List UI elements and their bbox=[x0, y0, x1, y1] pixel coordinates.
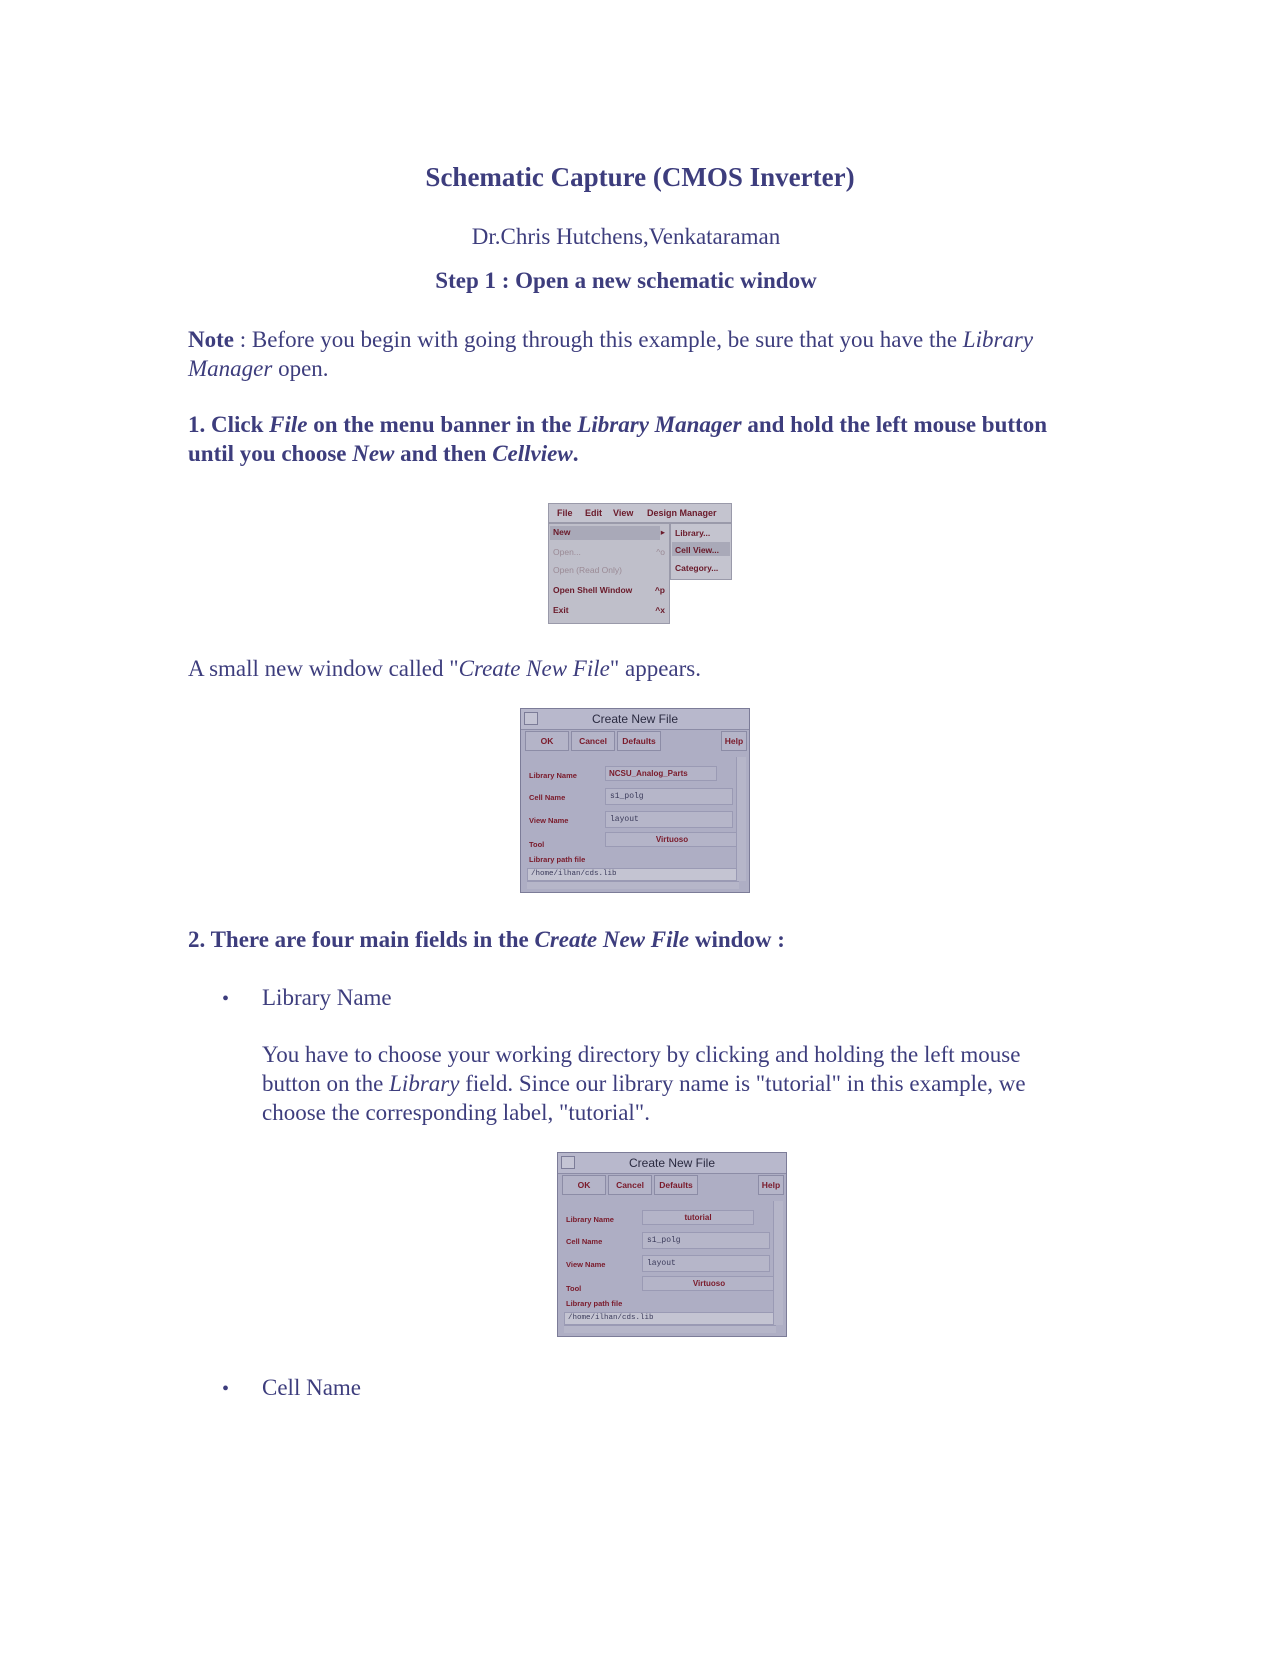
submenu-arrow-icon: ▸ bbox=[660, 527, 665, 537]
help-button[interactable]: Help bbox=[758, 1175, 784, 1195]
view-name-field[interactable]: layout bbox=[642, 1255, 770, 1272]
submenu-item-library[interactable]: Library... bbox=[675, 528, 711, 538]
view-name-field[interactable]: layout bbox=[605, 811, 733, 828]
help-button[interactable]: Help bbox=[721, 731, 747, 751]
cell-name-label: Cell Name bbox=[566, 1237, 603, 1246]
instruction-2-text: 2. There are four main fields in the bbox=[188, 927, 535, 952]
note-label: Note bbox=[188, 327, 234, 352]
library-name-text: You have to choose your working directory by clicking and holding the left mouse button on the bbox=[262, 1042, 1021, 1096]
instruction-1-text: on the menu banner in the bbox=[307, 412, 578, 437]
dialog-title: Create New File bbox=[521, 709, 749, 730]
dialog-button-row bbox=[558, 1175, 786, 1197]
menu-item-label: Open (Read Only) bbox=[553, 565, 622, 575]
instruction-1-emph: File bbox=[269, 412, 308, 437]
bullet-cell-name: Cell Name bbox=[262, 1375, 361, 1400]
library-path-label: Library path file bbox=[566, 1299, 623, 1308]
view-name-label: View Name bbox=[566, 1260, 606, 1269]
library-name-combo[interactable]: NCSU_Analog_Parts bbox=[605, 766, 717, 781]
library-name-label: Library Name bbox=[566, 1215, 614, 1224]
tool-label: Tool bbox=[566, 1284, 582, 1293]
menu-accel: ^o bbox=[656, 547, 665, 557]
view-name-label: View Name bbox=[529, 816, 569, 825]
step-heading: Step 1 : Open a new schematic window bbox=[435, 268, 817, 293]
menu-item-exit[interactable] bbox=[553, 605, 663, 615]
defaults-button[interactable]: Defaults bbox=[654, 1175, 698, 1195]
vertical-scrollbar[interactable] bbox=[736, 757, 746, 881]
instruction-1-text: 1. Click bbox=[188, 412, 270, 437]
dialog-title: Create New File bbox=[558, 1153, 786, 1174]
instruction-1-text: . bbox=[572, 441, 579, 466]
note-emphasis: Library Manager bbox=[188, 327, 1034, 381]
bullet-dot: • bbox=[222, 1378, 230, 1400]
vertical-scrollbar[interactable] bbox=[773, 1201, 783, 1325]
appears-text: A small new window called " bbox=[188, 656, 459, 681]
instruction-2-emph: Create New File bbox=[534, 927, 690, 952]
instruction-1-emph: Cellview bbox=[492, 441, 573, 466]
new-submenu bbox=[670, 523, 732, 580]
library-path-field[interactable]: /home/ilhan/cds.lib bbox=[564, 1312, 776, 1325]
menu-design-manager[interactable]: Design Manager bbox=[647, 508, 717, 518]
create-new-file-dialog bbox=[520, 708, 750, 893]
library-path-label: Library path file bbox=[529, 855, 586, 864]
instruction-1-text: and then bbox=[394, 441, 493, 466]
appears-emph: Create New File bbox=[458, 656, 610, 681]
tool-combo[interactable]: Virtuoso bbox=[605, 832, 739, 847]
tool-label: Tool bbox=[529, 840, 545, 849]
menu-item-new[interactable] bbox=[553, 527, 663, 537]
menu-accel: ^x bbox=[655, 605, 665, 615]
library-name-text: field. Since our library name is "tutorial" in this example, we choose the corresponding label, "tutorial". bbox=[262, 1071, 1026, 1125]
menu-accel: ^p bbox=[654, 585, 665, 595]
cell-name-field[interactable]: s1_polg bbox=[605, 788, 733, 805]
menu-item-open-shell-window[interactable] bbox=[553, 585, 663, 595]
horizontal-scrollbar[interactable] bbox=[564, 1325, 776, 1333]
library-name-paragraph bbox=[262, 1040, 1052, 1127]
page-title: Schematic Capture (CMOS Inverter) bbox=[425, 162, 855, 192]
instruction-1-emph: New bbox=[352, 441, 395, 466]
library-path-field[interactable]: /home/ilhan/cds.lib bbox=[527, 868, 739, 881]
cancel-button[interactable]: Cancel bbox=[571, 731, 615, 751]
note-paragraph bbox=[188, 325, 1068, 383]
window-menu-icon[interactable] bbox=[524, 712, 538, 725]
appears-paragraph bbox=[188, 654, 1068, 683]
menu-edit[interactable]: Edit bbox=[585, 508, 602, 518]
instruction-2-text: window : bbox=[689, 927, 785, 952]
menu-item-label: Open Shell Window bbox=[553, 585, 633, 595]
appears-text: " appears. bbox=[609, 656, 701, 681]
library-name-emph: Library bbox=[389, 1071, 460, 1096]
dialog-button-row bbox=[521, 731, 749, 753]
menu-bar bbox=[548, 503, 732, 523]
create-new-file-dialog-tutorial bbox=[557, 1152, 787, 1337]
horizontal-scrollbar[interactable] bbox=[527, 881, 739, 889]
tool-combo[interactable]: Virtuoso bbox=[642, 1276, 776, 1291]
library-name-label: Library Name bbox=[529, 771, 577, 780]
ok-button[interactable]: OK bbox=[525, 731, 569, 751]
file-dropdown bbox=[548, 523, 670, 624]
cell-name-label: Cell Name bbox=[529, 793, 566, 802]
ok-button[interactable]: OK bbox=[562, 1175, 606, 1195]
note-text-2: open. bbox=[272, 356, 329, 381]
defaults-button[interactable]: Defaults bbox=[617, 731, 661, 751]
cancel-button[interactable]: Cancel bbox=[608, 1175, 652, 1195]
menu-file[interactable]: File bbox=[557, 508, 573, 518]
authors: Dr.Chris Hutchens,Venkataraman bbox=[471, 224, 781, 249]
menu-item-label: New bbox=[553, 527, 571, 537]
menu-item-label: Open... bbox=[553, 547, 581, 557]
instruction-1 bbox=[188, 410, 1068, 468]
menu-item-label: Exit bbox=[553, 605, 569, 615]
window-menu-icon[interactable] bbox=[561, 1156, 575, 1169]
library-name-combo[interactable]: tutorial bbox=[642, 1210, 754, 1225]
bullet-library-name: Library Name bbox=[262, 985, 392, 1010]
instruction-2 bbox=[188, 925, 1068, 954]
menu-view[interactable]: View bbox=[613, 508, 634, 518]
bullet-dot: • bbox=[222, 988, 230, 1010]
submenu-item-cell-view[interactable]: Cell View... bbox=[675, 545, 719, 555]
menu-item-open-read-only[interactable] bbox=[553, 565, 663, 575]
instruction-1-text: and hold the left mouse button until you choose bbox=[188, 412, 1047, 466]
note-text-1: : Before you begin with going through this example, be sure that you have the bbox=[233, 327, 963, 352]
menu-item-open[interactable] bbox=[553, 547, 663, 557]
submenu-item-category[interactable]: Category... bbox=[675, 563, 719, 573]
instruction-1-emph: Library Manager bbox=[577, 412, 742, 437]
file-menu-screenshot bbox=[548, 503, 732, 624]
cell-name-field[interactable]: s1_polg bbox=[642, 1232, 770, 1249]
